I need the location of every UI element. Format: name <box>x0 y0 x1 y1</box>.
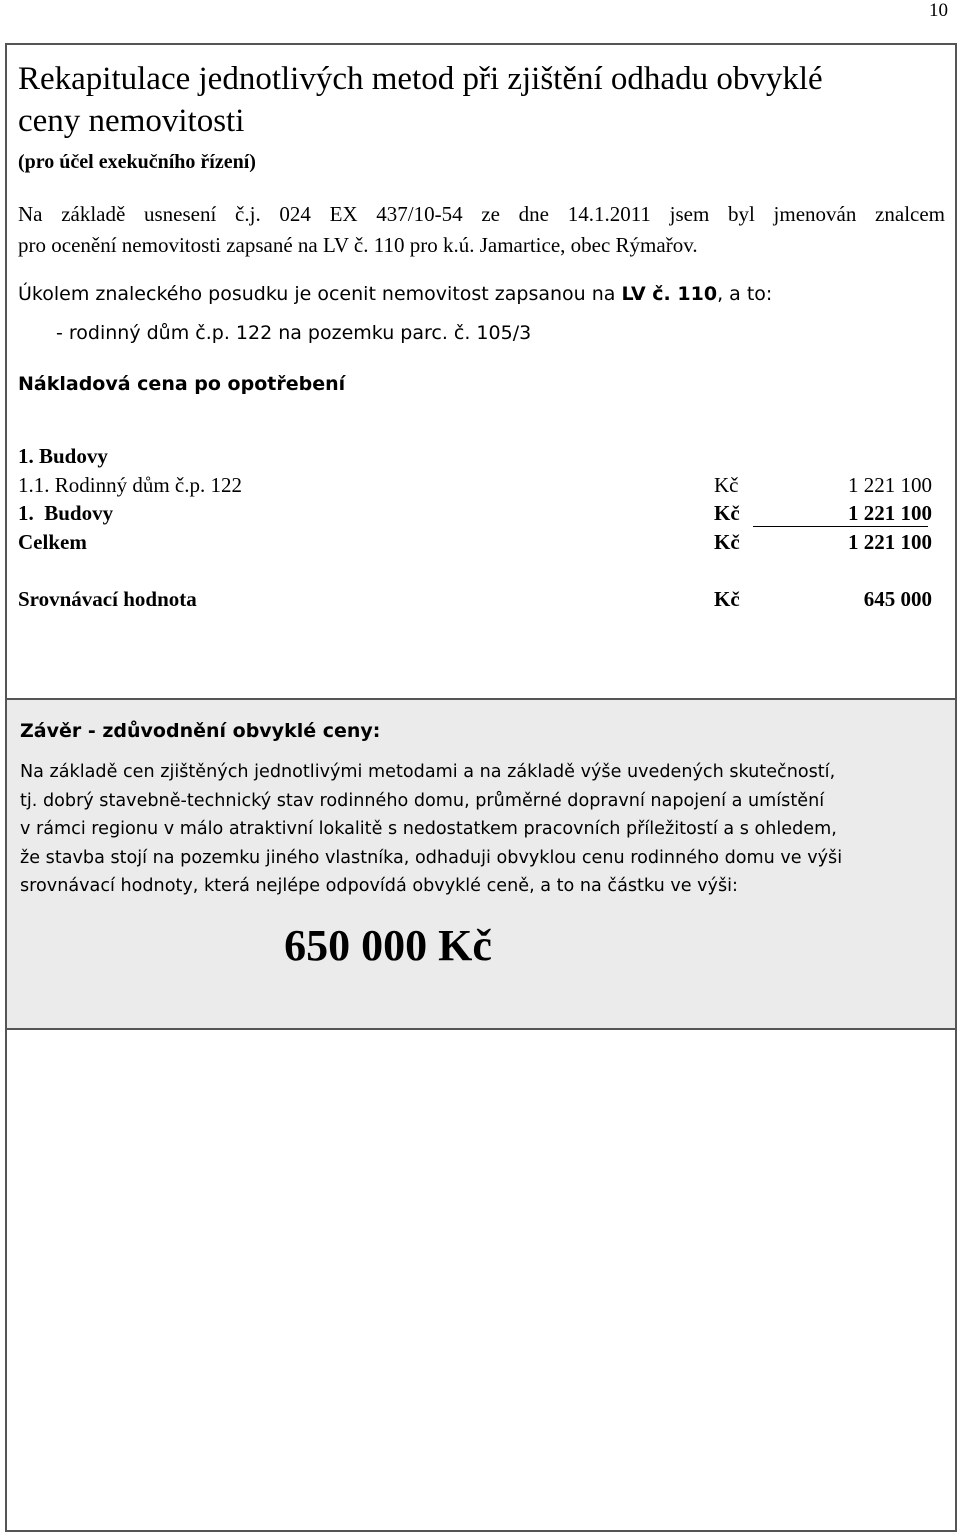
subtotal-underline <box>753 526 928 527</box>
row-currency: Kč <box>714 530 740 554</box>
intro-line-2: pro ocenění nemovitosti zapsané na LV č. 110 pro k.ú. Jamartice, obec Rýmařov. <box>18 233 698 257</box>
final-value-amount: 650 000 Kč <box>284 921 492 970</box>
row-label: 1.1. Rodinný dům č.p. 122 <box>18 473 242 497</box>
row-amount: 1 221 100 <box>848 530 932 554</box>
final-value <box>7 920 960 971</box>
task-suffix: , a to: <box>717 283 773 305</box>
page-title <box>18 58 938 142</box>
conclusion-line: srovnávací hodnoty, která nejlépe odpovídá obvyklé ceně, a to na částku ve výši: <box>20 876 738 896</box>
row-amount: 1 221 100 <box>848 473 932 497</box>
intro-paragraph <box>18 199 945 261</box>
conclusion-title: Závěr - zdůvodnění obvyklé ceny: <box>20 720 381 742</box>
task-item: - rodinný dům č.p. 122 na pozemku parc. č. 105/3 <box>56 322 532 344</box>
task-paragraph <box>18 283 938 305</box>
row-label: Celkem <box>18 530 87 554</box>
conclusion-line: v rámci regionu v málo atraktivní lokalitě s nedostatkem pracovních příležitostí a s ohledem, <box>20 819 837 839</box>
task-prefix: Úkolem znaleckého posudku je ocenit nemovitost zapsanou na <box>18 283 622 305</box>
intro-line-1: Na základě usnesení č.j. 024 EX 437/10-54 ze dne 14.1.2011 jsem byl jmenován znalcem <box>18 202 945 226</box>
conclusion-text <box>20 758 950 901</box>
row-currency: Kč <box>714 501 740 525</box>
row-amount: 1 221 100 <box>848 501 932 525</box>
row-amount: 645 000 <box>863 587 932 611</box>
task-lv: LV č. 110 <box>621 283 718 305</box>
row-label: 1. Budovy <box>18 501 114 525</box>
conclusion-line: tj. dobrý stavebně-technický stav rodinného domu, průměrné dopravní napojení a umístění <box>20 790 825 811</box>
row-currency: Kč <box>714 473 739 497</box>
conclusion-box <box>5 698 957 1030</box>
conclusion-line: Na základě cen zjištěných jednotlivými metodami a na základě výše uvedených skutečností, <box>20 762 836 782</box>
title-line-2: ceny nemovitosti <box>18 103 245 139</box>
cost-heading: Nákladová cena po opotřebení <box>18 373 346 395</box>
conclusion-line: že stavba stojí na pozemku jiného vlastníka, odhaduji obvyklou cenu rodinného domu ve výši <box>20 847 843 868</box>
subtitle: (pro účel exekučního řízení) <box>18 151 256 173</box>
document-body <box>18 58 945 395</box>
title-line-1: Rekapitulace jednotlivých metod při zjištění odhadu obvyklé <box>18 61 823 97</box>
page-number: 10 <box>929 0 948 21</box>
row-currency: Kč <box>714 587 740 611</box>
row-label: Srovnávací hodnota <box>18 587 197 611</box>
buildings-heading-label: 1. Budovy <box>18 444 108 468</box>
